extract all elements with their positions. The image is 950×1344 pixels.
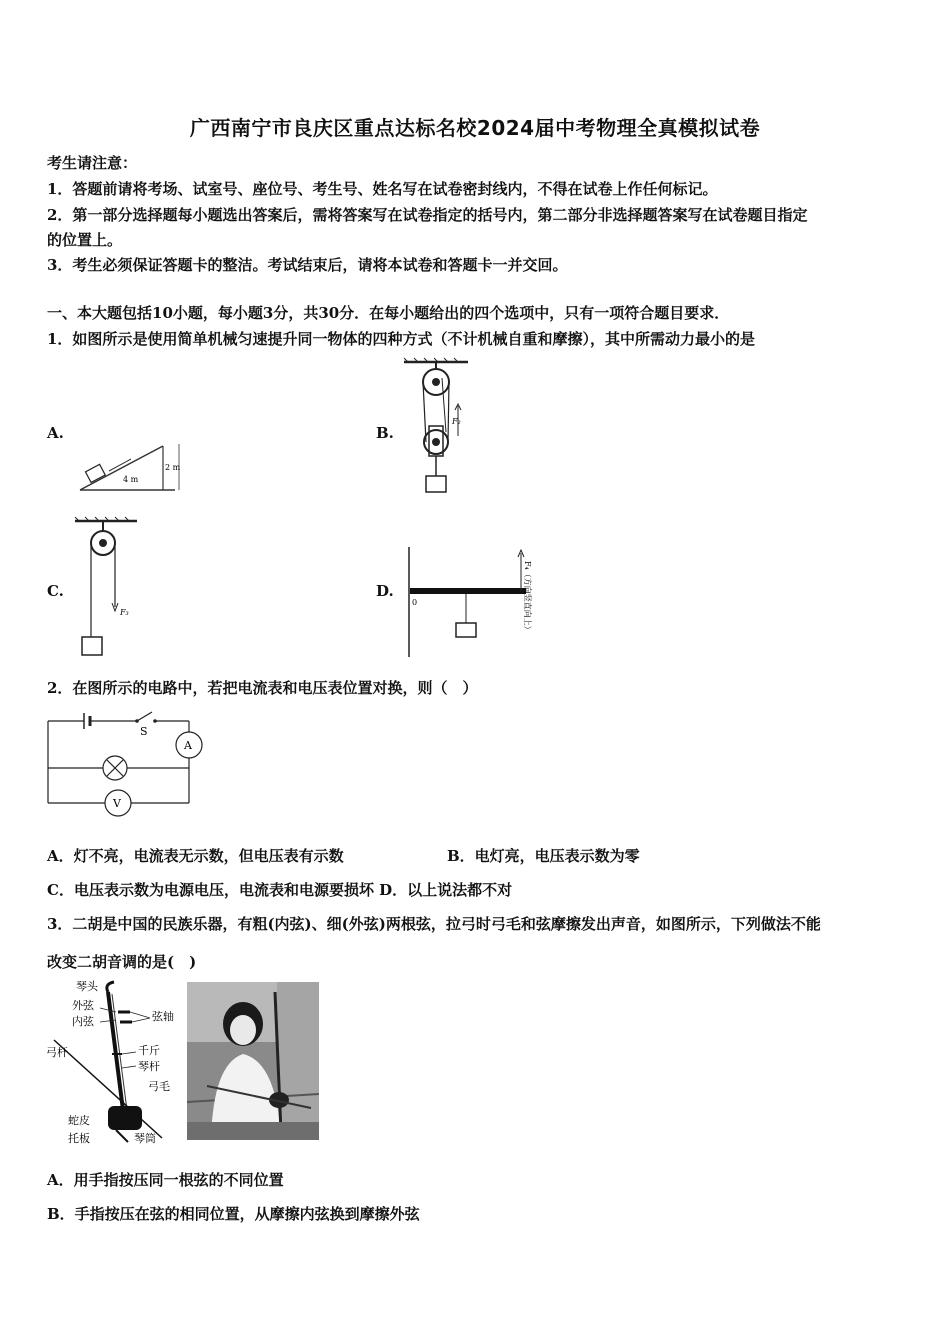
- erhu-label-qintong: 琴筒: [134, 1132, 156, 1145]
- q2-stem: 2．在图所示的电路中，若把电流表和电压表位置对换，则（ ）: [47, 679, 478, 697]
- erhu-label-qianjin: 千斤: [138, 1044, 160, 1057]
- lever-fulcrum-label: 0: [412, 598, 418, 607]
- notice-item-1: 1．答题前请将考场、试室号、座位号、考生号、姓名写在试卷密封线内，不得在试卷上作任何标记。: [47, 180, 718, 198]
- figure-erhu-diagram: [44, 978, 184, 1150]
- lever-force-label: F₄（方向竖直向上）: [523, 561, 532, 634]
- incline-length-label: 4 m: [123, 475, 139, 484]
- erhu-label-shepi: 蛇皮: [68, 1114, 90, 1127]
- figure-incline: [75, 438, 190, 498]
- q3-stem-line1: 3．二胡是中国的民族乐器，有粗(内弦)、细(外弦)两根弦，拉弓时弓毛和弦摩擦发出声音，如图所示，下列做法不能: [47, 915, 821, 933]
- voltmeter-label: V: [113, 797, 121, 810]
- erhu-label-gongmao: 弓毛: [148, 1080, 170, 1093]
- q1-label-a: A.: [47, 424, 64, 442]
- erhu-label-xianzhou: 弦轴: [152, 1010, 174, 1023]
- erhu-label-waixian: 外弦: [72, 999, 94, 1012]
- q2-option-cd: C．电压表示数为电源电压，电流表和电源要损坏 D．以上说法都不对: [47, 881, 513, 899]
- erhu-label-gonggan: 弓杆: [46, 1046, 68, 1059]
- q1-label-b: B.: [376, 424, 394, 442]
- q1-label-c: C.: [47, 582, 64, 600]
- q2-option-a: A．灯不亮，电流表无示数，但电压表有示数: [47, 847, 344, 865]
- notice-item-3: 3．考生必须保证答题卡的整洁。考试结束后，请将本试卷和答题卡一并交回。: [47, 256, 568, 274]
- switch-label: S: [140, 725, 148, 738]
- figure-lever: [404, 545, 544, 660]
- q1-stem: 1．如图所示是使用简单机械匀速提升同一物体的四种方式（不计机械自重和摩擦），其中所需动力最小的是: [47, 330, 755, 348]
- erhu-label-neixian: 内弦: [72, 1015, 94, 1028]
- figure-fixed-pulley: [73, 515, 143, 660]
- erhu-label-qintou: 琴头: [76, 980, 98, 993]
- pulley-block-force-label: F₂: [452, 417, 461, 426]
- page-title: 广西南宁市良庆区重点达标名校2024届中考物理全真模拟试卷: [189, 116, 761, 140]
- erhu-player-photo: [187, 982, 319, 1140]
- figure-circuit: [44, 707, 209, 819]
- q3-option-b: B．手指按压在弦的相同位置，从摩擦内弦换到摩擦外弦: [47, 1205, 420, 1223]
- fixed-pulley-force-label: F₃: [120, 608, 129, 617]
- erhu-label-qingan: 琴杆: [138, 1060, 160, 1073]
- q1-label-d: D.: [376, 582, 394, 600]
- section-heading: 一、本大题包括10小题，每小题3分，共30分．在每小题给出的四个选项中，只有一项符合题目要求．: [47, 304, 730, 322]
- q3-option-a: A．用手指按压同一根弦的不同位置: [47, 1171, 284, 1189]
- q2-option-b: B．电灯亮，电压表示数为零: [447, 847, 640, 865]
- erhu-label-tuoban: 托板: [68, 1132, 90, 1145]
- notice-heading: 考生请注意：: [47, 154, 138, 172]
- notice-item-2-cont: 的位置上。: [47, 231, 123, 249]
- incline-height-label: 2 m: [165, 463, 181, 472]
- figure-pulley-block: [402, 356, 472, 498]
- q3-stem-line2: 改变二胡音调的是( ): [47, 953, 197, 971]
- notice-item-2: 2．第一部分选择题每小题选出答案后，需将答案写在试卷指定的括号内，第二部分非选择题答案写在试卷题目指定: [47, 206, 808, 224]
- ammeter-label: A: [184, 739, 192, 752]
